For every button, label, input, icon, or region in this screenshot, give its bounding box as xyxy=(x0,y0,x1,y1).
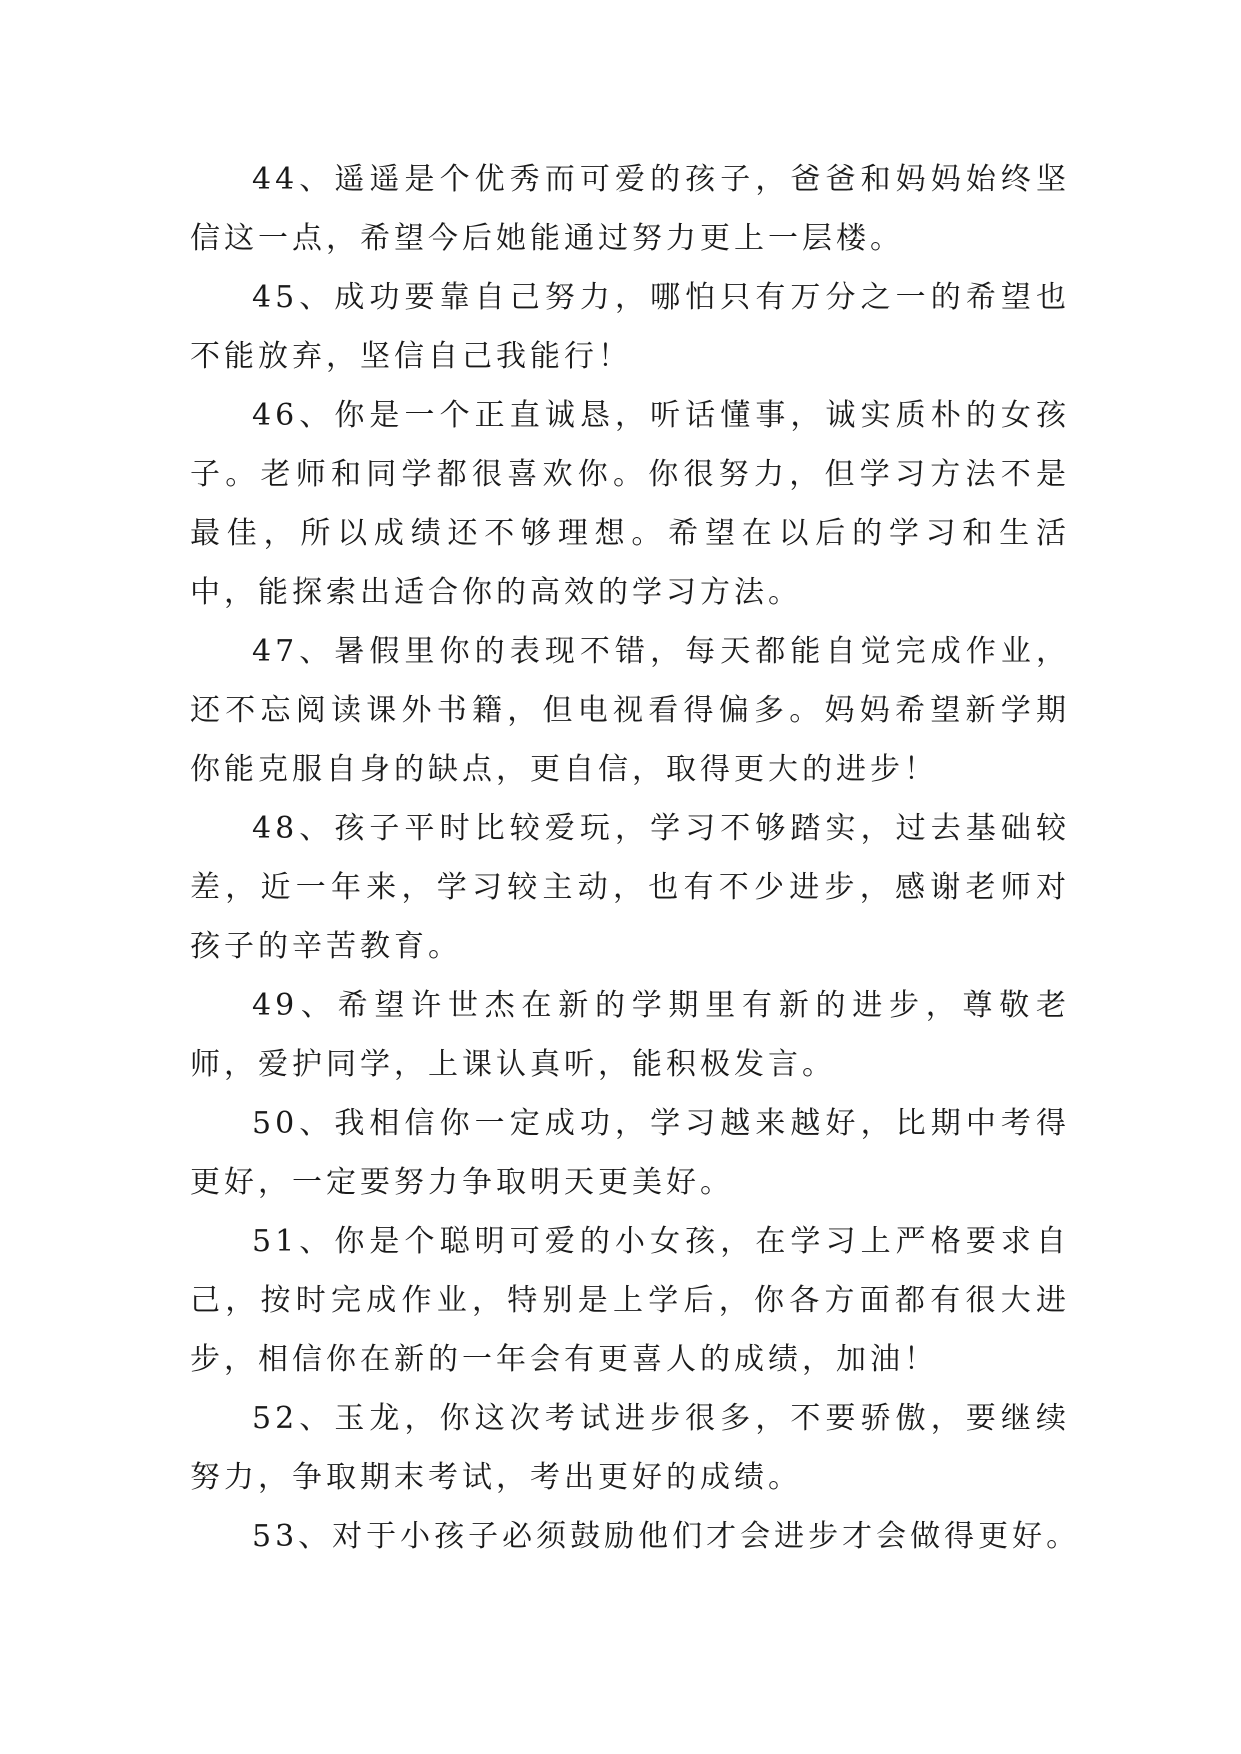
paragraph-44: 44、遥遥是个优秀而可爱的孩子，爸爸和妈妈始终坚信这一点，希望今后她能通过努力更上一层楼。 xyxy=(190,162,1070,256)
paragraph-51: 51、你是个聪明可爱的小女孩，在学习上严格要求自己，按时完成作业，特别是上学后，你各方面都有很大进步，相信你在新的一年会有更喜人的成绩，加油！ xyxy=(190,1224,1070,1377)
paragraph-53: 53、对于小孩子必须鼓励他们才会进步才会做得更好。 xyxy=(252,1519,1081,1554)
paragraph-45: 45、成功要靠自己努力，哪怕只有万分之一的希望也不能放弃，坚信自己我能行！ xyxy=(190,280,1070,374)
paragraph-49: 49、希望许世杰在新的学期里有新的进步，尊敬老师，爱护同学，上课认真听，能积极发言。 xyxy=(190,988,1070,1082)
paragraph-47: 47、暑假里你的表现不错，每天都能自觉完成作业，还不忘阅读课外书籍，但电视看得偏多。妈妈希望新学期你能克服自身的缺点，更自信，取得更大的进步！ xyxy=(190,634,1070,787)
paragraph-48: 48、孩子平时比较爱玩，学习不够踏实，过去基础较差，近一年来，学习较主动，也有不少进步，感谢老师对孩子的辛苦教育。 xyxy=(190,811,1070,964)
paragraph-50: 50、我相信你一定成功，学习越来越好，比期中考得更好，一定要努力争取明天更美好。 xyxy=(190,1106,1070,1200)
document-body xyxy=(190,150,1081,1566)
paragraph-52: 52、玉龙，你这次考试进步很多，不要骄傲，要继续努力，争取期末考试，考出更好的成绩。 xyxy=(190,1401,1070,1495)
paragraph-46: 46、你是一个正直诚恳，听话懂事，诚实质朴的女孩子。老师和同学都很喜欢你。你很努力，但学习方法不是最佳，所以成绩还不够理想。希望在以后的学习和生活中，能探索出适合你的高效的学习方法。 xyxy=(190,398,1070,610)
